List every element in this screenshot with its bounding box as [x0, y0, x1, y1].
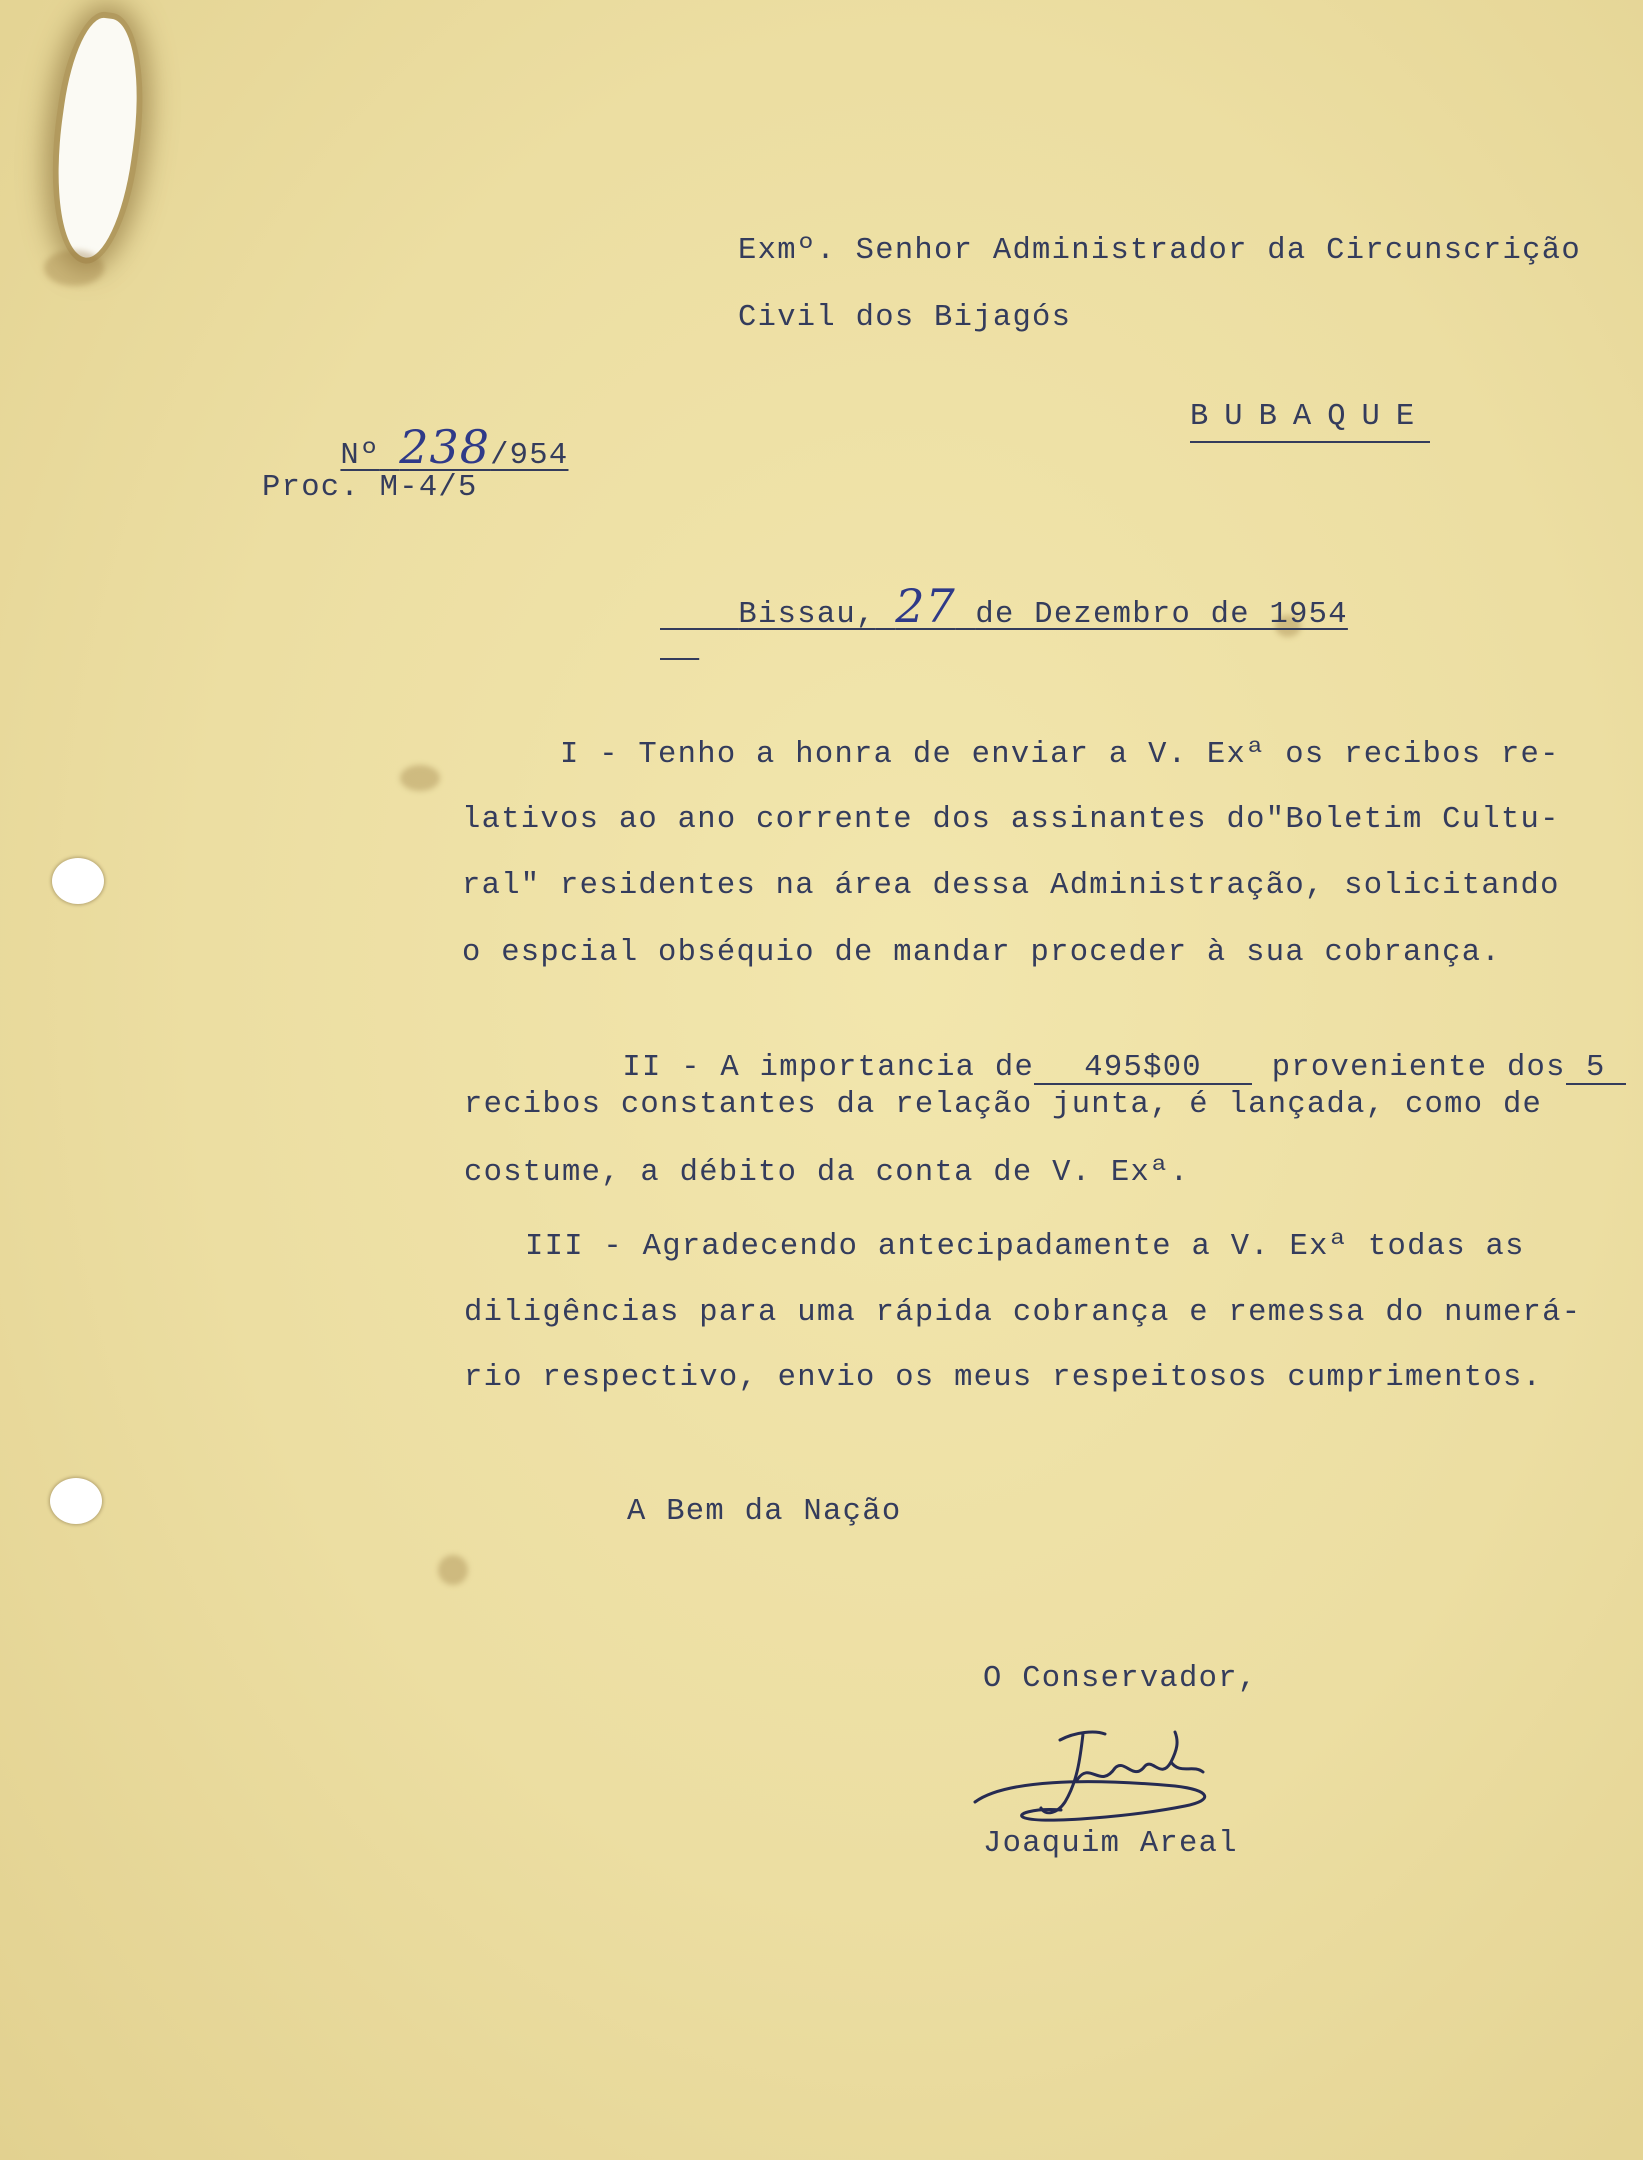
paragraph-1-line-3: ral" residentes na área dessa Administração, solicitando: [462, 869, 1560, 903]
count-blank: [1566, 1050, 1626, 1086]
receipt-count: 5: [1585, 1050, 1606, 1085]
paragraph-2-lead: II - A importancia de: [622, 1050, 1035, 1085]
addressee-line-1: Exmº. Senhor Administrador da Circunscrição: [738, 234, 1581, 268]
closing-formula: A Bem da Nação: [627, 1495, 902, 1529]
paragraph-1-line-1: I - Tenho a honra de enviar a V. Exª os recibos re-: [560, 738, 1560, 772]
paper-stain: [44, 250, 104, 286]
addressee-line-2: Civil dos Bijagós: [738, 301, 1072, 335]
paper-stain: [400, 765, 440, 791]
destination-bubaque: BUBAQUE: [1190, 402, 1430, 443]
date-suffix: de Dezembro de 1954: [975, 597, 1348, 632]
handwritten-signature: [965, 1720, 1235, 1840]
date-day-handwritten: 27: [895, 578, 956, 633]
amount-blank: [1034, 1050, 1252, 1086]
paragraph-3-line-3: rio respectivo, envio os meus respeitosos cumprimentos.: [464, 1361, 1543, 1395]
punch-hole: [52, 858, 104, 904]
signatory-title: O Conservador,: [983, 1662, 1258, 1696]
reference-year: /954: [490, 438, 569, 473]
signatory-name: Joaquim Areal: [983, 1827, 1238, 1861]
paragraph-2-mid: proveniente dos: [1271, 1050, 1566, 1085]
reference-number-handwritten: 238: [399, 419, 491, 474]
paragraph-3-line-2: diligências para uma rápida cobrança e remessa do numerá-: [464, 1296, 1582, 1330]
paper-stain: [438, 1555, 468, 1585]
paragraph-2-line-2: recibos constantes da relação junta, é lançada, como de: [464, 1088, 1543, 1122]
process-reference: Proc. M-4/5: [262, 471, 478, 505]
punch-hole: [50, 1478, 102, 1524]
paragraph-3-line-1: III - Agradecendo antecipadamente a V. Exª todas as: [525, 1230, 1525, 1264]
paragraph-1-line-4: o espcial obséquio de mandar proceder à sua cobrança.: [462, 936, 1501, 970]
reference-number-underlined: [340, 419, 569, 474]
date-line: [660, 552, 1348, 661]
date-prefix: Bissau,: [738, 597, 876, 632]
reference-prefix: Nº: [340, 438, 380, 473]
paragraph-2-line-3: costume, a débito da conta de V. Exª.: [464, 1156, 1190, 1190]
paragraph-1-line-2: lativos ao ano corrente dos assinantes do"Boletim Cultu-: [462, 803, 1560, 837]
amount-value: 495$00: [1084, 1050, 1202, 1085]
torn-corner: [44, 14, 151, 262]
